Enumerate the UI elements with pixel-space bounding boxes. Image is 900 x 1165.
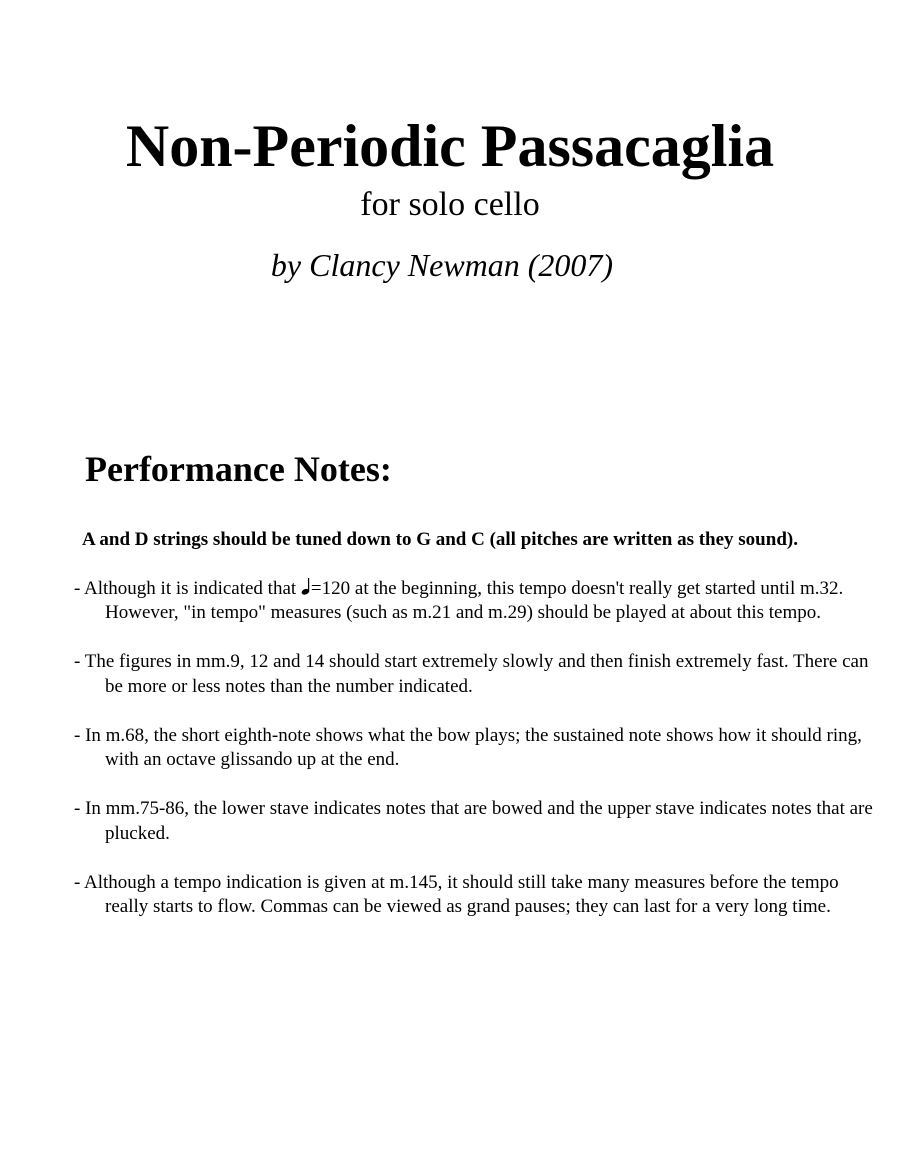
note-item-figures: - The figures in mm.9, 12 and 14 should start extremely slowly and then finish extremely fast. There can be more or less notes than the number indicated.	[74, 651, 869, 697]
note-item-m68: - In m.68, the short eighth-note shows what the bow plays; the sustained note shows how it should ring, with an octave glissando up at the end.	[74, 724, 862, 770]
quarter-note-icon	[301, 577, 311, 595]
note-item-staves: - In mm.75-86, the lower stave indicates notes that are bowed and the upper stave indicates notes that are plucked.	[74, 798, 873, 844]
note-text-before-symbol: - Although it is indicated that	[74, 577, 301, 599]
note-text-after-symbol: =120 at the beginning, this tempo doesn't really get started until m.32. However, "in tempo" measures (such as m.21 and m.29) should be played at about this tempo.	[105, 577, 844, 623]
performance-notes-list	[74, 528, 874, 944]
page-title: Non-Periodic Passacaglia	[125, 113, 775, 179]
note-item-m145: - Although a tempo indication is given at m.145, it should still take many measures before the tempo really starts to flow. Commas can be viewed as grand pauses; they can last for a very long time.	[74, 871, 839, 917]
note-item-tempo	[74, 577, 874, 626]
tuning-note: A and D strings should be tuned down to G and C (all pitches are written as they sound).	[82, 529, 798, 550]
composer-byline: by Clancy Newman (2007)	[270, 247, 614, 283]
performance-notes-heading: Performance Notes:	[85, 449, 392, 489]
subtitle: for solo cello	[360, 186, 540, 223]
